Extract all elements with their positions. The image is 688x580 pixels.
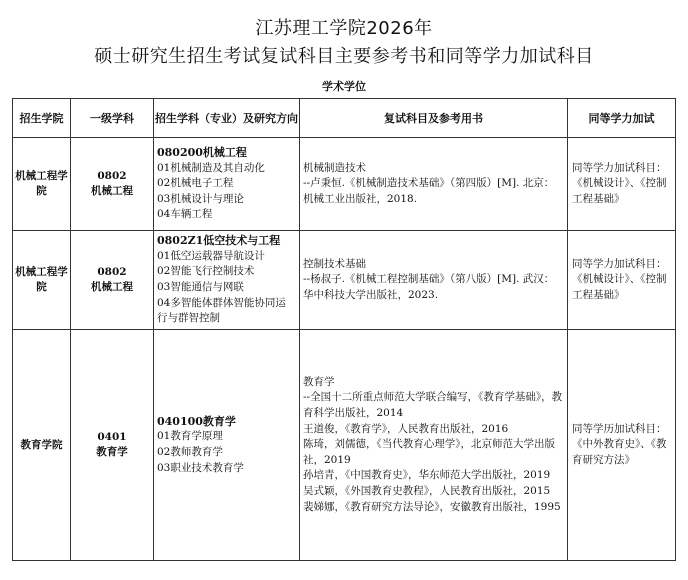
discipline-cell: [71, 330, 154, 561]
table-subtitle: 学术学位: [322, 80, 366, 93]
discipline-name: 机械工程: [91, 185, 133, 197]
direction-cell: [154, 138, 300, 231]
book-item: --全国十二所重点师范大学联合编写，《教育学基础》，教育科学出版社，2014: [303, 391, 563, 420]
table-row: [13, 138, 676, 231]
table-row: [13, 231, 676, 330]
discipline-name: 教育学: [96, 446, 128, 458]
discipline-cell: [71, 231, 154, 330]
direction-item: 03智能通信与网联: [157, 281, 244, 293]
book-item: 教育学: [303, 375, 335, 388]
discipline-name: 机械工程: [91, 281, 133, 293]
direction-item: 04多智能体群体智能协同运行与群智控制: [157, 296, 286, 325]
books-cell: [300, 330, 568, 561]
book-item: 裴娣娜，《教育研究方法导论》，安徽教育出版社，1995: [303, 500, 561, 513]
table-header-row: [13, 99, 676, 138]
discipline-code: 0802: [97, 266, 127, 278]
header-college: 招生学院: [13, 99, 71, 138]
header-equivalent-exam: 同等学力加试: [568, 99, 676, 138]
book-item: 机械制造技术: [303, 161, 366, 174]
direction-item: 03机械设计与理论: [157, 192, 244, 205]
direction-item: 01机械制造及其自动化: [157, 161, 265, 174]
subject-title: 040100教育学: [157, 414, 236, 428]
equivalent-cell: 同等学力加试科目：《机械设计》、《控制工程基础》: [568, 138, 676, 231]
header-retest-books: 复试科目及参考用书: [300, 99, 568, 138]
subject-title: 080200机械工程: [157, 146, 247, 160]
books-cell: [300, 138, 568, 231]
book-item: 孙培青，《中国教育史》，华东师范大学出版社，2019: [303, 469, 551, 482]
college-cell: 教育学院: [13, 330, 71, 561]
discipline-code: 0802: [97, 170, 127, 182]
direction-item: 01教育学原理: [157, 430, 223, 443]
college-cell: 机械工程学院: [13, 138, 71, 231]
book-item: --杨叔子.《机械工程控制基础》（第八版）[M]. 武汉：华中科技大学出版社，2023.: [303, 273, 555, 301]
book-item: 控制技术基础: [303, 257, 366, 270]
table-row: [13, 330, 676, 561]
direction-cell: [154, 330, 300, 561]
book-item: 陈琦，刘儒德，《当代教育心理学》，北京师范大学出版社，2019: [303, 438, 555, 466]
direction-cell: [154, 231, 300, 330]
equivalent-cell: 同等学力加试科目：《机械设计》、《控制工程基础》: [568, 231, 676, 330]
discipline-cell: [71, 138, 154, 231]
direction-item: 02智能飞行控制技术: [157, 265, 255, 278]
college-cell: 机械工程学院: [13, 231, 71, 330]
discipline-code: 0401: [97, 431, 127, 443]
title-line-1: 江苏理工学院2026年: [255, 18, 433, 39]
direction-item: 02机械电子工程: [157, 177, 234, 190]
title-line-2: 硕士研究生招生考试复试科目主要参考书和同等学力加试科目: [94, 46, 594, 67]
equivalent-cell: 同等学历加试科目：《中外教育史》、《教育研究方法》: [568, 330, 676, 561]
admission-table: [12, 98, 676, 561]
direction-item: 04车辆工程: [157, 208, 213, 221]
direction-item: 01低空运载器导航设计: [157, 249, 265, 262]
book-item: 王道俊，《教育学》，人民教育出版社，2016: [303, 422, 509, 435]
direction-item: 02教师教育学: [157, 446, 223, 458]
subject-title: 0802Z1低空技术与工程: [157, 234, 281, 248]
book-item: --卢秉恒.《机械制造技术基础》（第四版）[M]. 北京：机械工业出版社，2018.: [303, 177, 555, 205]
direction-item: 03职业技术教育学: [157, 461, 244, 474]
header-discipline: 一级学科: [71, 99, 154, 138]
book-item: 吴式颖，《外国教育史教程》，人民教育出版社，2015: [303, 484, 551, 497]
header-major-direction: 招生学科（专业）及研究方向: [154, 99, 300, 138]
books-cell: [300, 231, 568, 330]
